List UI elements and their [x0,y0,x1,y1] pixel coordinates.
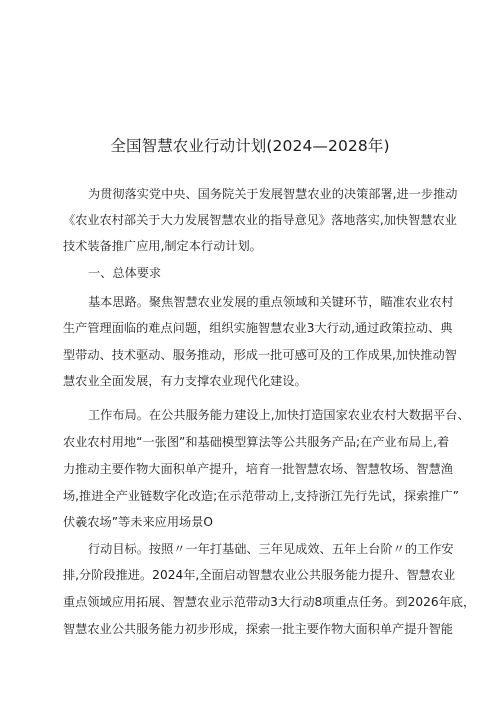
section-heading: 一、总体要求 [88,266,162,280]
paragraph-line: 基本思路。聚焦智慧农业发展的重点领域和关键环节，瞄准农业农村 [88,295,454,309]
document-title: 全国智慧农业行动计划(2024—2028年) [110,137,390,155]
paragraph-line: 慧农业全面发展，有力支撑农业现代化建设。 [63,374,307,388]
paragraph-line: 工作布局。在公共服务能力建设上,加快打造国家农业农村大数据平台、 [88,408,470,422]
paragraph-line: 伏羲农场”等未来应用场景O [63,515,213,529]
paragraph-line: 力推动主要作物大面积单产提升，培育一批智慧农场、智慧牧场、智慧渔 [63,462,453,476]
paragraph-line: 行动目标。按照〃一年打基础、三年见成效、五年上台阶〃的工作安 [88,542,454,556]
paragraph-line: 型带动、技术驱动、服务推动，形成一批可感可及的工作成果,加快推动智 [63,348,457,362]
paragraph-line: 为贯彻落实党中央、国务院关于发展智慧农业的决策部署,进一步推动 [88,187,458,201]
paragraph-line: 排,分阶段推进。2024年,全面启动智慧农业公共服务能力提升、智慧农业 [63,568,456,582]
paragraph-line: 智慧农业公共服务能力初步形成，探索一批主要作物大面积单产提升智能 [63,622,453,636]
paragraph-line: 重点领域应用拓展、智慧农业示范带动3大行动8项重点任务。到2026年底， [63,595,476,609]
paragraph-line: 农业农村用地“一张图”和基础模型算法等公共服务产品;在产业布局上,着 [63,435,450,449]
paragraph-line: 生产管理面临的难点问题，组织实施智慧农业3大行动,通过政策拉动、典 [63,321,453,335]
paragraph-line: 《农业农村部关于大力发展智慧农业的指导意见》落地落实,加快智慧农业 [63,213,457,227]
paragraph-line: 场,推进全产业链数字化改造;在示范带动上,支持浙江先行先试，探索推广” [63,489,459,503]
paragraph-line: 技术装备推广应用,制定本行动计划。 [63,239,262,253]
